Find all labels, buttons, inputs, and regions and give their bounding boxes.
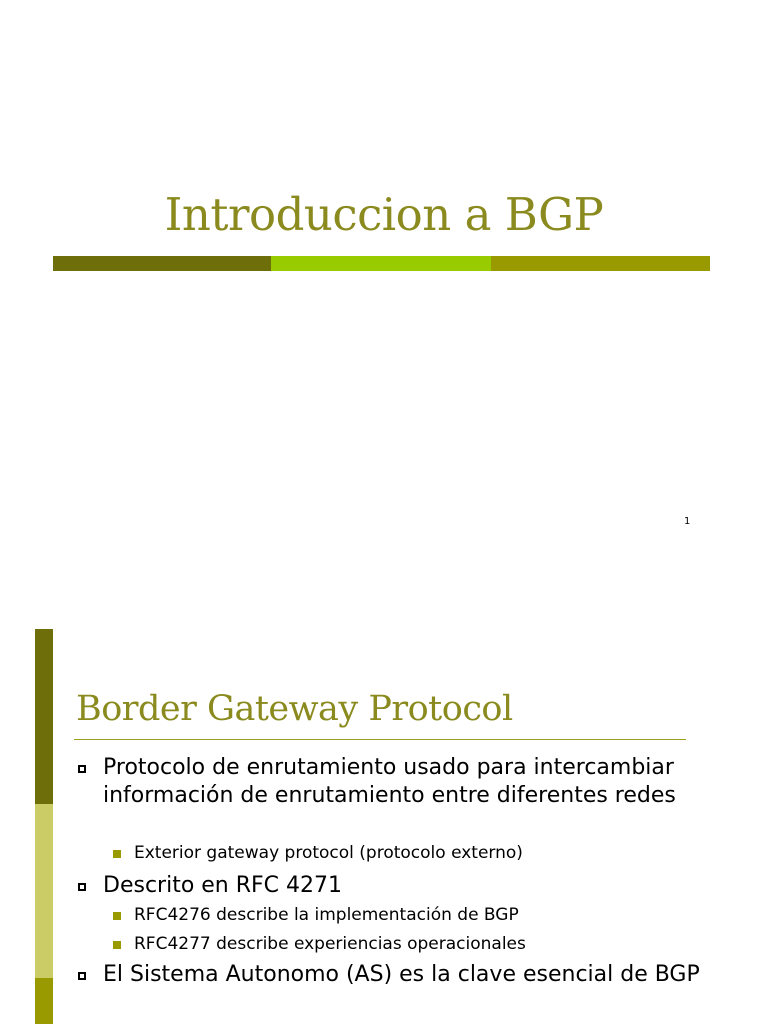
filled-square-bullet-icon — [113, 912, 121, 920]
slide-title: Introduccion a BGP — [164, 188, 604, 241]
sub-bullet-text: RFC4276 describe la implementación de BGP — [134, 905, 519, 925]
slide-2 — [0, 600, 768, 1024]
title-bar-segment-olive — [491, 256, 710, 271]
bullet-item — [103, 961, 703, 989]
sidebar-segment-dark — [35, 629, 53, 804]
title-bar-segment-dark — [53, 256, 271, 271]
hollow-square-bullet-icon — [78, 765, 86, 773]
hollow-square-bullet-icon — [78, 972, 86, 980]
sub-bullet-item — [134, 933, 694, 955]
sub-bullet-item — [134, 842, 694, 864]
title-rule — [74, 739, 686, 740]
bullet-text: El Sistema Autonomo (AS) es la clave esencial de BGP — [103, 962, 700, 987]
sub-bullet-item — [134, 904, 694, 926]
sub-bullet-text: RFC4277 describe experiencias operacionales — [134, 934, 526, 954]
title-bar-segment-green — [271, 256, 491, 271]
sub-bullet-text: Exterior gateway protocol (protocolo externo) — [134, 843, 523, 863]
page-number: 1 — [684, 516, 691, 527]
bullet-text: Protocolo de enrutamiento usado para intercambiar información de enrutamiento entre diferentes redes — [103, 755, 676, 808]
bullet-item — [103, 872, 703, 900]
slide-title: Border Gateway Protocol — [76, 689, 513, 729]
hollow-square-bullet-icon — [78, 883, 86, 891]
filled-square-bullet-icon — [113, 941, 121, 949]
bullet-text: Descrito en RFC 4271 — [103, 873, 343, 898]
bullet-item — [103, 754, 703, 810]
filled-square-bullet-icon — [113, 850, 121, 858]
sidebar-segment-light — [35, 804, 53, 978]
sidebar-segment-olive — [35, 978, 53, 1024]
